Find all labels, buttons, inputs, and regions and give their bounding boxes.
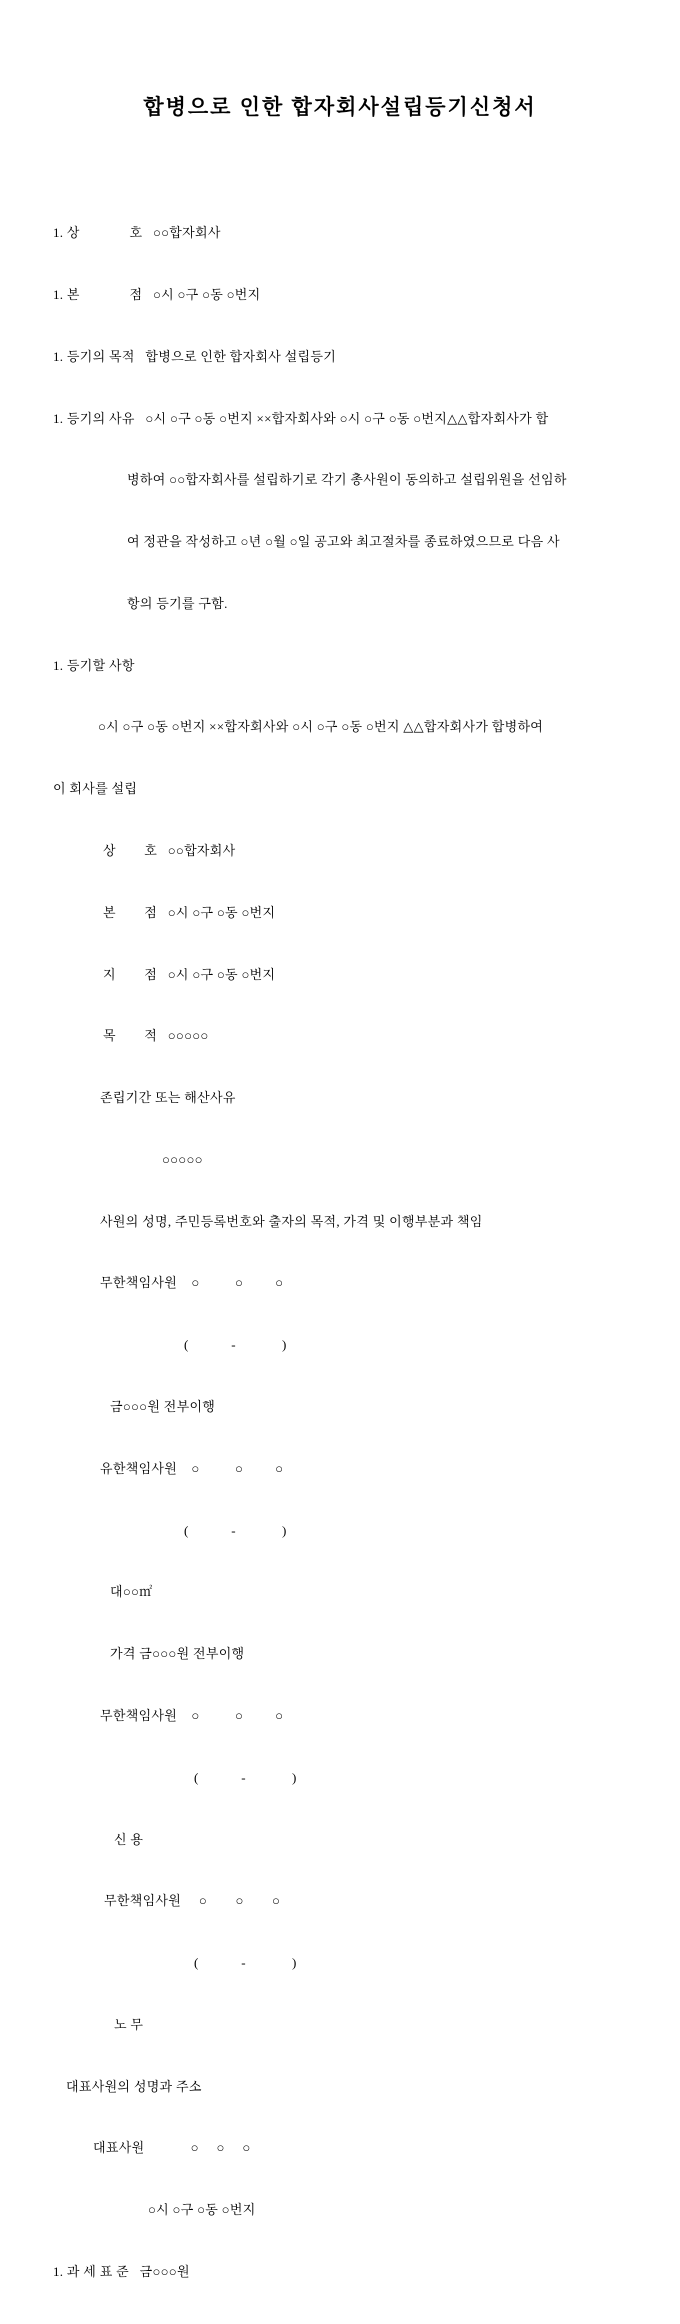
document-title: 합병으로 인한 합자회사설립등기신청서 bbox=[143, 95, 537, 119]
doc-line-unlimited-member-2: 무한책임사원 ○ ○ ○ bbox=[100, 1707, 284, 1723]
doc-line-resident-number-3: ( - ) bbox=[194, 1769, 297, 1785]
doc-line-reason-3: 여 정관을 작성하고 ○년 ○월 ○일 공고와 최고절차를 종료하였으므로 다음 사 bbox=[127, 534, 560, 550]
doc-line-unlimited-member-3: 무한책임사원 ○ ○ ○ bbox=[104, 1893, 281, 1909]
doc-line-head-office: 1. 본 점 ○시 ○구 ○동 ○번지 bbox=[53, 286, 261, 302]
doc-line-representative-address: ○시 ○구 ○동 ○번지 bbox=[148, 2202, 256, 2218]
doc-line-representative-name: 대표사원 ○ ○ ○ bbox=[93, 2140, 251, 2156]
doc-line-sub-trade-name: 상 호 ○○합자회사 bbox=[103, 843, 236, 858]
doc-line-reason-2: 병하여 ○○합자회사를 설립하기로 각기 총사원이 동의하고 설립위원을 선임하 bbox=[127, 472, 567, 488]
doc-line-contribution-1: 금○○○원 전부이행 bbox=[110, 1399, 216, 1415]
doc-line-duration-value: ○○○○○ bbox=[162, 1151, 203, 1167]
doc-line-labor: 노 무 bbox=[114, 2016, 144, 2032]
document-body bbox=[0, 182, 680, 2324]
doc-line-sub-head-office: 본 점 ○시 ○구 ○동 ○번지 bbox=[103, 904, 276, 920]
doc-line-duration-heading: 존립기간 또는 해산사유 bbox=[100, 1090, 236, 1106]
doc-line-resident-number-2: ( - ) bbox=[184, 1522, 287, 1538]
doc-line-trade-name: 1. 상 호 ○○합자회사 bbox=[53, 225, 221, 241]
doc-line-matters-heading: 1. 등기할 사항 bbox=[53, 657, 135, 673]
doc-line-limited-member: 유한책임사원 ○ ○ ○ bbox=[100, 1460, 284, 1476]
doc-line-purpose-of-registration: 1. 등기의 목적 합병으로 인한 합자회사 설립등기 bbox=[53, 348, 337, 364]
doc-line-reason-4: 항의 등기를 구함. bbox=[127, 595, 228, 611]
doc-line-unlimited-member-1: 무한책임사원 ○ ○ ○ bbox=[100, 1275, 284, 1291]
doc-line-reason-1: 1. 등기의 사유 ○시 ○구 ○동 ○번지 ××합자회사와 ○시 ○구 ○동 ○번지△△합자회사가 합 bbox=[53, 410, 549, 426]
doc-line-land-area: 대○○㎡ bbox=[110, 1584, 153, 1600]
doc-line-resident-number-4: ( - ) bbox=[194, 1955, 297, 1971]
doc-line-matters-merger: ○시 ○구 ○동 ○번지 ××합자회사와 ○시 ○구 ○동 ○번지 △△합자회사가 합병하여 bbox=[98, 719, 544, 735]
doc-line-sub-objective: 목 적 ○○○○○ bbox=[103, 1028, 209, 1044]
doc-line-resident-number-1: ( - ) bbox=[184, 1337, 287, 1353]
doc-line-members-heading: 사원의 성명, 주민등록번호와 출자의 목적, 가격 및 이행부분과 책임 bbox=[100, 1213, 483, 1229]
doc-line-matters-establish: 이 회사를 설립 bbox=[53, 781, 138, 797]
doc-line-tax-base: 1. 과 세 표 준 금○○○원 bbox=[53, 2263, 190, 2279]
doc-line-sub-branch: 지 점 ○시 ○구 ○동 ○번지 bbox=[103, 966, 276, 982]
doc-line-credit: 신 용 bbox=[114, 1831, 144, 1847]
doc-line-contribution-2: 가격 금○○○원 전부이행 bbox=[110, 1646, 245, 1662]
doc-line-representative-heading: 대표사원의 성명과 주소 bbox=[66, 2078, 202, 2094]
